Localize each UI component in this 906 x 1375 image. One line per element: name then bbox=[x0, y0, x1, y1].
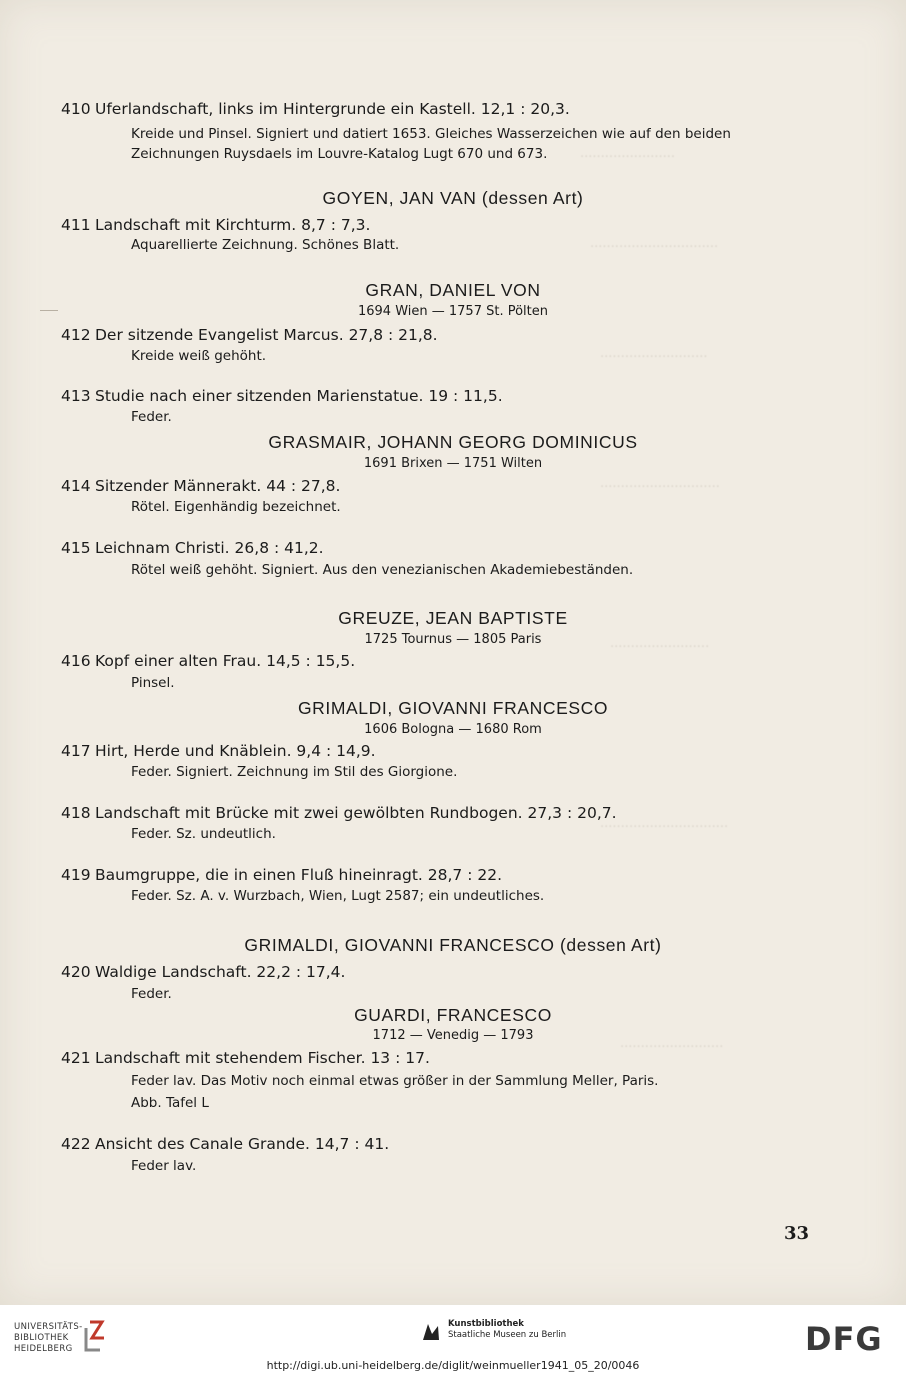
entry-note: Feder. bbox=[131, 986, 172, 1002]
entry-note: Kreide und Pinsel. Signiert und datiert 1653. Gleiches Wasserzeichen wie auf den beiden bbox=[131, 126, 731, 142]
entry-note: Feder. bbox=[131, 409, 172, 425]
entry-number: 422 bbox=[61, 1135, 91, 1153]
university-seal-icon bbox=[80, 1318, 110, 1354]
catalog-entry bbox=[61, 742, 376, 760]
entry-number: 419 bbox=[61, 866, 91, 884]
entry-number: 420 bbox=[61, 963, 91, 981]
show-through-text: ····························· bbox=[600, 480, 720, 495]
entry-title: Landschaft mit Kirchturm. 8,7 : 7,3. bbox=[95, 216, 371, 234]
entry-number: 421 bbox=[61, 1049, 91, 1067]
entry-note: Zeichnungen Ruysdaels im Louvre-Katalog Lugt 670 und 673. bbox=[131, 146, 548, 162]
entry-number: 411 bbox=[61, 216, 91, 234]
artist-dates: 1606 Bologna — 1680 Rom bbox=[364, 722, 542, 737]
entry-number: 410 bbox=[61, 100, 91, 118]
uni-logo-line: HEIDELBERG bbox=[14, 1344, 73, 1354]
entry-note: Feder. Sz. undeutlich. bbox=[131, 826, 276, 842]
kunstbibliothek-label[interactable] bbox=[448, 1319, 566, 1341]
university-library-logo[interactable] bbox=[14, 1322, 83, 1355]
entry-number: 415 bbox=[61, 539, 91, 557]
entry-title: Kopf einer alten Frau. 14,5 : 15,5. bbox=[95, 652, 356, 670]
catalog-entry bbox=[61, 652, 355, 670]
entry-title: Leichnam Christi. 26,8 : 41,2. bbox=[95, 539, 324, 557]
catalog-entry bbox=[61, 1135, 389, 1153]
entry-number: 417 bbox=[61, 742, 91, 760]
entry-title: Baumgruppe, die in einen Fluß hineinragt. 28,7 : 22. bbox=[95, 866, 503, 884]
entry-title: Landschaft mit Brücke mit zwei gewölbten Rundbogen. 27,3 : 20,7. bbox=[95, 804, 617, 822]
entry-title: Landschaft mit stehendem Fischer. 13 : 17. bbox=[95, 1049, 430, 1067]
kunstbibliothek-logo-icon bbox=[420, 1320, 442, 1344]
artist-heading: GRAN, DANIEL VON bbox=[365, 280, 541, 300]
catalog-entry bbox=[61, 216, 370, 234]
catalog-entry bbox=[61, 387, 503, 405]
entry-number: 418 bbox=[61, 804, 91, 822]
entry-note: Feder. Sz. A. v. Wurzbach, Wien, Lugt 2587; ein undeutliches. bbox=[131, 888, 545, 904]
entry-note: Aquarellierte Zeichnung. Schönes Blatt. bbox=[131, 237, 400, 253]
catalog-entry bbox=[61, 326, 438, 344]
artist-heading: GRIMALDI, GIOVANNI FRANCESCO bbox=[297, 698, 609, 718]
show-through-text: ······················· bbox=[580, 150, 676, 165]
uni-logo-line: UNIVERSITÄTS- bbox=[14, 1322, 83, 1332]
entry-note: Rötel. Eigenhändig bezeichnet. bbox=[131, 499, 341, 515]
catalog-entry bbox=[61, 963, 345, 981]
entry-title: Der sitzende Evangelist Marcus. 27,8 : 21,8. bbox=[95, 326, 438, 344]
entry-note: Feder lav. Das Motiv noch einmal etwas größer in der Sammlung Meller, Paris. bbox=[131, 1073, 659, 1089]
entry-note: Rötel weiß gehöht. Signiert. Aus den venezianischen Akademiebeständen. bbox=[131, 562, 634, 578]
entry-title: Waldige Landschaft. 22,2 : 17,4. bbox=[95, 963, 346, 981]
dfg-logo[interactable]: DFG bbox=[805, 1320, 883, 1358]
entry-title: Sitzender Männerakt. 44 : 27,8. bbox=[95, 477, 341, 495]
entry-number: 414 bbox=[61, 477, 91, 495]
uni-logo-line: BIBLIOTHEK bbox=[14, 1333, 69, 1343]
catalog-entry bbox=[61, 100, 570, 118]
entry-title: Studie nach einer sitzenden Marienstatue. 19 : 11,5. bbox=[95, 387, 503, 405]
entry-title: Ansicht des Canale Grande. 14,7 : 41. bbox=[95, 1135, 390, 1153]
page-number: 33 bbox=[784, 1223, 810, 1244]
show-through-text: ························ bbox=[610, 640, 710, 655]
artist-heading: GRIMALDI, GIOVANNI FRANCESCO (dessen Art) bbox=[244, 935, 662, 955]
catalog-entry bbox=[61, 539, 324, 557]
entry-note: Kreide weiß gehöht. bbox=[131, 348, 267, 364]
entry-note: Feder lav. bbox=[131, 1158, 197, 1174]
kb-subtitle: Staatliche Museen zu Berlin bbox=[448, 1330, 567, 1340]
entry-number: 412 bbox=[61, 326, 91, 344]
permalink-url[interactable]: http://digi.ub.uni-heidelberg.de/diglit/weinmueller1941_05_20/0046 bbox=[266, 1359, 640, 1372]
artist-dates: 1691 Brixen — 1751 Wilten bbox=[363, 456, 543, 471]
entry-number: 413 bbox=[61, 387, 91, 405]
artist-heading: GUARDI, FRANCESCO bbox=[354, 1005, 552, 1025]
show-through-text: ························· bbox=[620, 1040, 724, 1055]
entry-note: Abb. Tafel L bbox=[131, 1095, 209, 1111]
entry-note: Feder. Signiert. Zeichnung im Stil des Giorgione. bbox=[131, 764, 458, 780]
show-through-text: ······························· bbox=[600, 820, 729, 835]
entry-title: Hirt, Herde und Knäblein. 9,4 : 14,9. bbox=[95, 742, 376, 760]
entry-note: Pinsel. bbox=[131, 675, 175, 691]
catalog-entry bbox=[61, 804, 617, 822]
entry-title: Uferlandschaft, links im Hintergrunde ein Kastell. 12,1 : 20,3. bbox=[95, 100, 570, 118]
catalog-entry bbox=[61, 866, 502, 884]
artist-heading: GRASMAIR, JOHANN GEORG DOMINICUS bbox=[268, 432, 638, 452]
catalog-entry bbox=[61, 1049, 430, 1067]
artist-heading: GREUZE, JEAN BAPTISTE bbox=[338, 608, 568, 628]
catalog-entry bbox=[61, 477, 340, 495]
entry-number: 416 bbox=[61, 652, 91, 670]
show-through-text: ·························· bbox=[600, 350, 708, 365]
show-through-text: ······························· bbox=[590, 240, 719, 255]
artist-dates: 1694 Wien — 1757 St. Pölten bbox=[357, 304, 548, 319]
artist-dates: 1725 Tournus — 1805 Paris bbox=[364, 632, 542, 647]
kb-name: Kunstbibliothek bbox=[448, 1319, 524, 1329]
artist-heading: GOYEN, JAN VAN (dessen Art) bbox=[322, 188, 584, 208]
artist-dates: 1712 — Venedig — 1793 bbox=[372, 1028, 534, 1043]
